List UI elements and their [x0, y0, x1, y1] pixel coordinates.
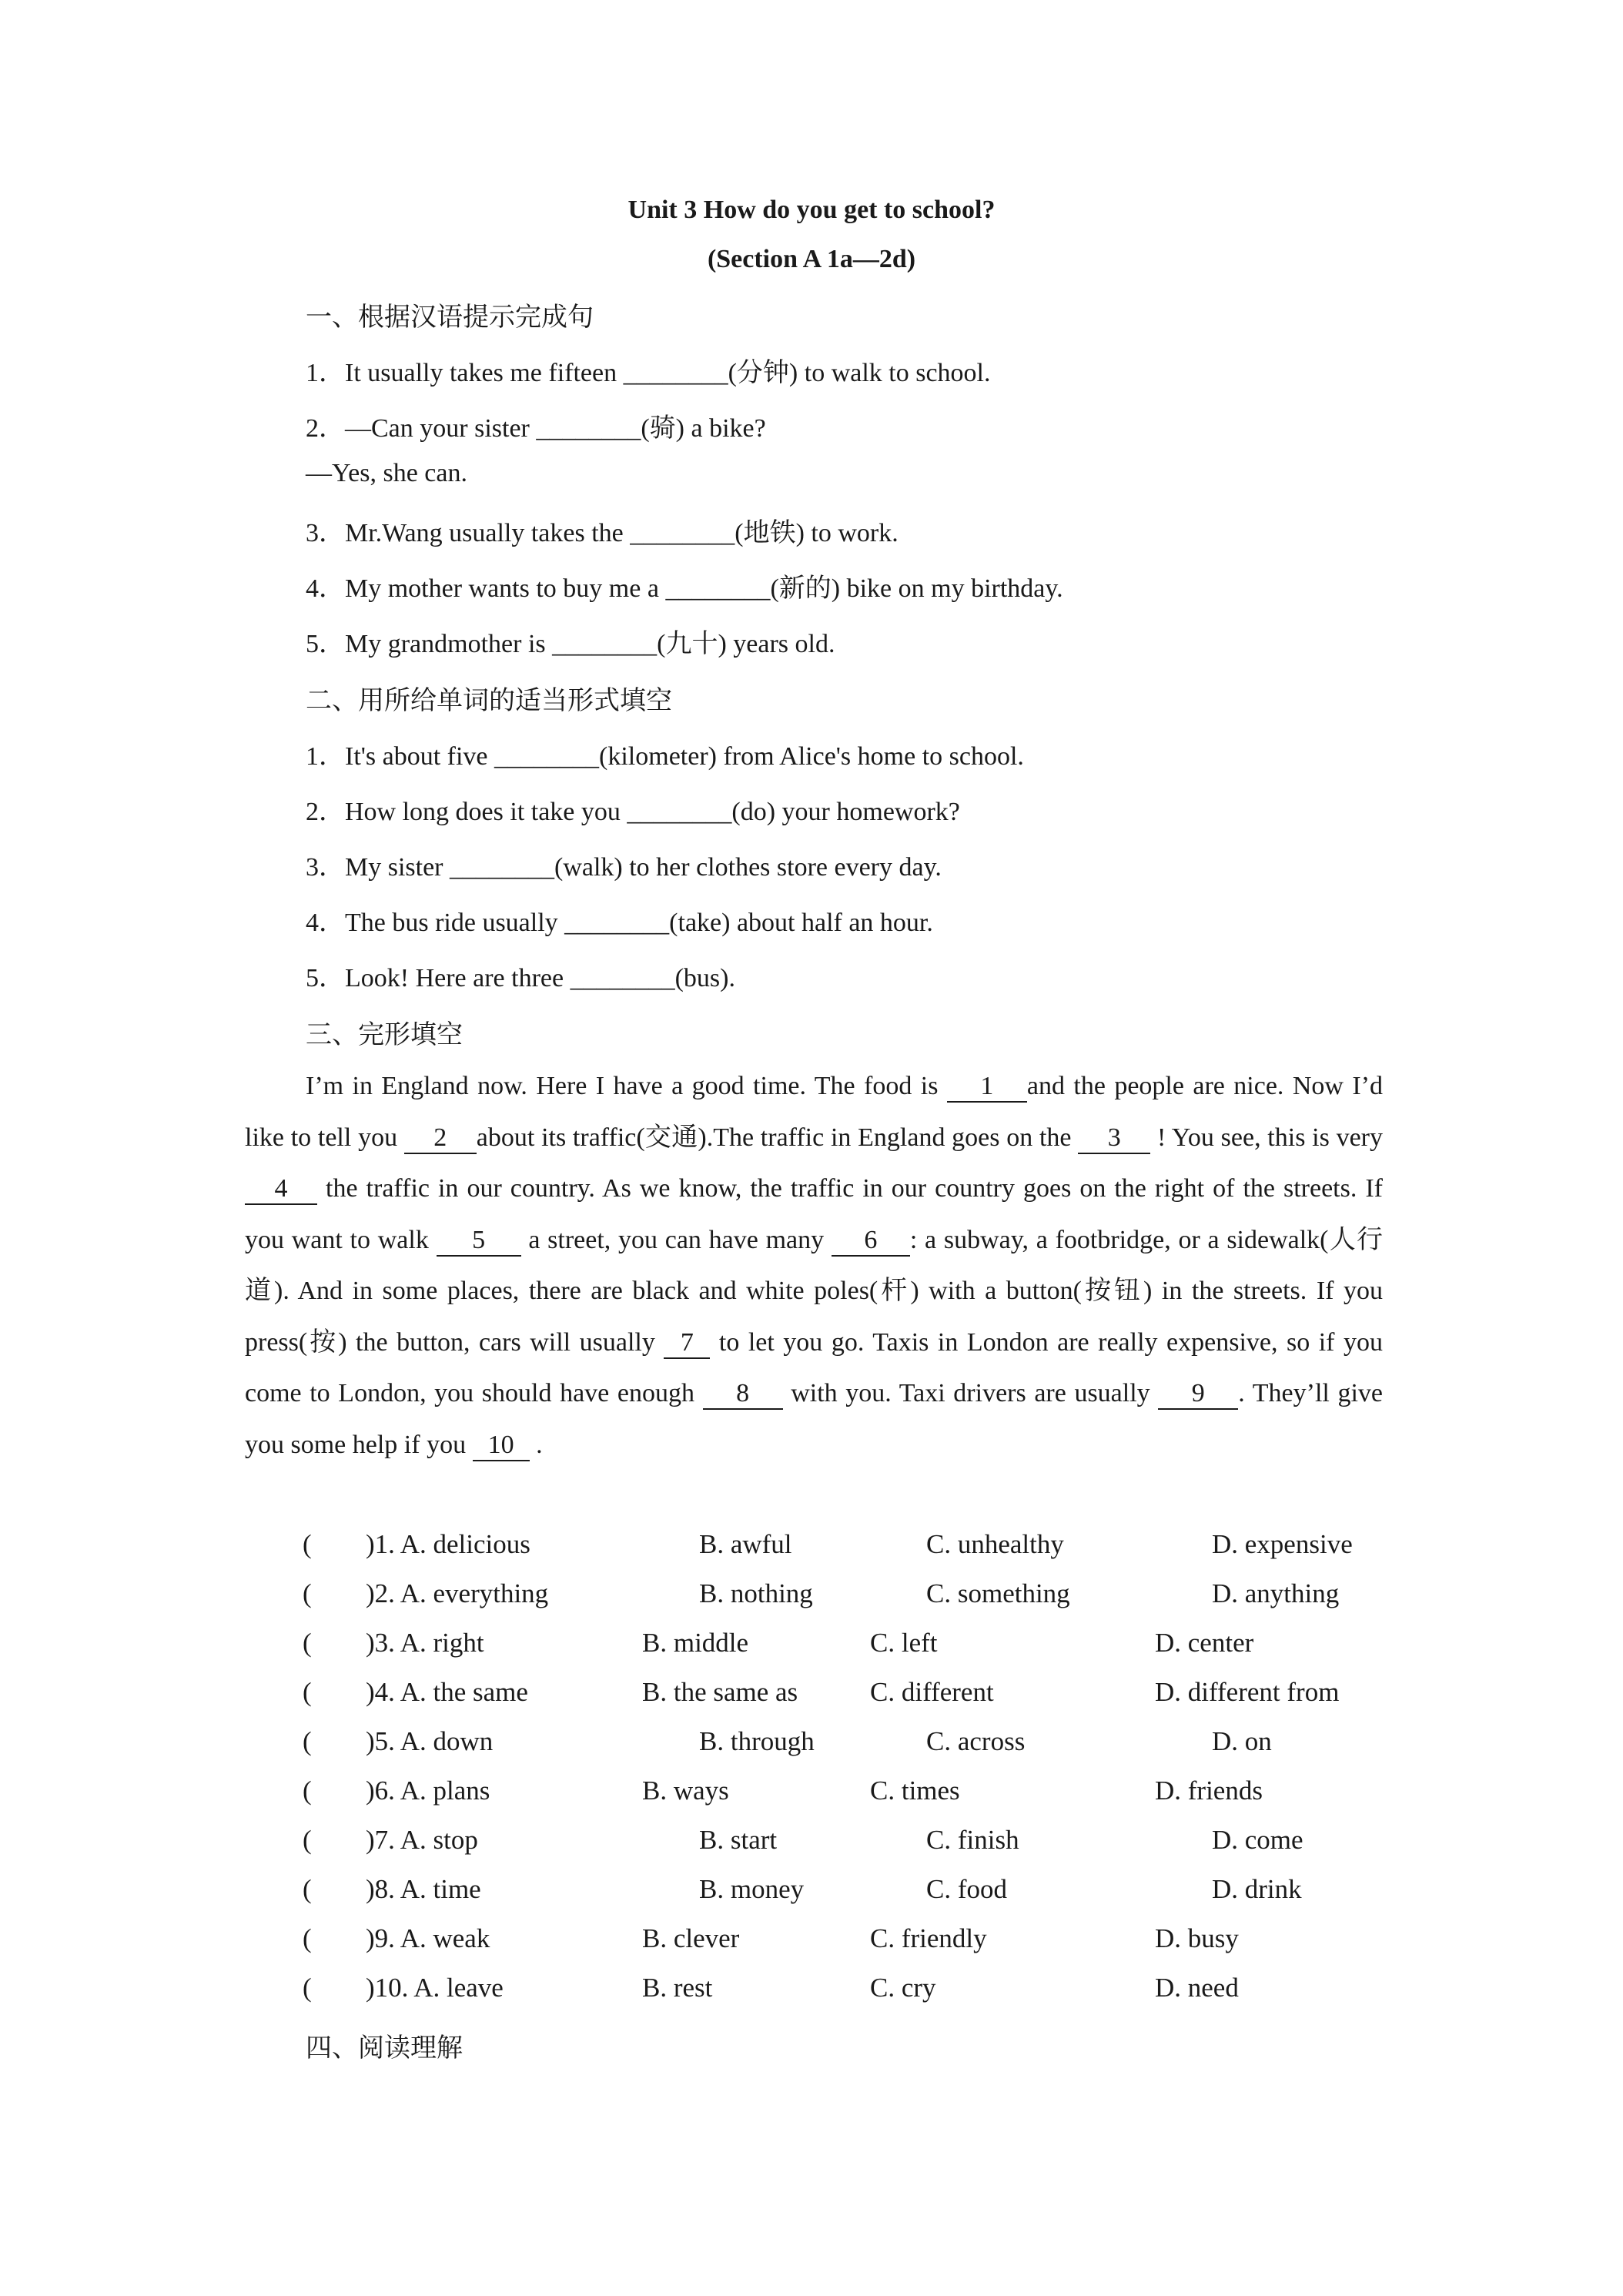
item-text: (kilometer) from Alice's home to school. [599, 742, 1024, 771]
option-c: C. friendly [870, 1923, 987, 1953]
option-c: C. cry [870, 1973, 936, 2003]
option-a: )10. A. leave [366, 1973, 504, 2003]
item-number: 5． [306, 630, 345, 658]
item-number: 4． [306, 574, 345, 603]
answer-blank: ________ [623, 359, 728, 387]
cloze-blank-6: 6 [832, 1227, 910, 1257]
passage-text: I’m in England now. Here I have a good time. The food is [306, 1072, 947, 1100]
answer-blank: ________ [564, 909, 670, 937]
item-text: It's about five [345, 742, 495, 771]
option-c: C. unhealthy [926, 1529, 1064, 1559]
item-number: 2． [306, 798, 345, 826]
answer-paren: ( [303, 1529, 312, 1559]
cloze-blank-10: 10 [473, 1432, 530, 1461]
item-text: (bus). [674, 964, 735, 992]
part1-heading: 一、根据汉语提示完成句 [306, 303, 594, 332]
passage-text: about its traffic(交通).The traffic in England goes on the [476, 1123, 1079, 1152]
item-text: It usually takes me fifteen [345, 359, 624, 387]
option-b: B. awful [699, 1529, 792, 1559]
part3-heading: 三、完形填空 [306, 1021, 463, 1049]
option-d: D. busy [1155, 1923, 1239, 1953]
answer-paren: ( [303, 1874, 312, 1904]
cloze-blank-4: 4 [245, 1176, 317, 1205]
item-text: —Yes, she can. [306, 459, 467, 487]
option-a: )2. A. everything [366, 1578, 549, 1608]
option-b: B. the same as [642, 1677, 798, 1707]
passage-text: with you. Taxi drivers are usually [782, 1379, 1159, 1407]
option-b: B. middle [642, 1628, 749, 1658]
passage-text: and the people are nice. Now I’d like to tell you [245, 1072, 1384, 1152]
option-a: )6. A. plans [366, 1776, 490, 1806]
option-a: )9. A. weak [366, 1923, 490, 1953]
cloze-blank-1: 1 [947, 1073, 1027, 1103]
answer-paren: ( [303, 1726, 312, 1756]
passage-text: a street, you can have many [520, 1225, 832, 1254]
exercise-item [306, 351, 991, 389]
answer-blank: ________ [536, 414, 641, 443]
answer-blank: ________ [570, 964, 675, 992]
item-number: 4． [306, 909, 345, 937]
option-a: )3. A. right [366, 1628, 484, 1658]
option-b: B. nothing [699, 1578, 813, 1608]
answer-paren: ( [303, 1578, 312, 1608]
cloze-blank-2: 2 [404, 1125, 477, 1154]
option-d: D. need [1155, 1973, 1239, 2003]
cloze-blank-8: 8 [703, 1381, 783, 1410]
option-a: )1. A. delicious [366, 1529, 530, 1559]
item-text: (新的) bike on my birthday. [770, 574, 1063, 603]
cloze-blank-7: 7 [664, 1330, 710, 1359]
item-number: 5． [306, 964, 345, 992]
item-text: My sister [345, 853, 450, 882]
item-text: How long does it take you [345, 798, 627, 826]
option-d: D. anything [1212, 1578, 1340, 1608]
answer-paren: ( [303, 1923, 312, 1953]
answer-blank: ________ [627, 798, 732, 826]
cloze-passage [245, 1061, 1383, 1471]
option-a: )7. A. stop [366, 1825, 478, 1855]
exercise-item [306, 901, 933, 939]
option-b: B. rest [642, 1973, 713, 2003]
option-d: D. different from [1155, 1677, 1340, 1707]
option-c: C. finish [926, 1825, 1019, 1855]
item-text: (walk) to her clothes store every day. [554, 853, 942, 882]
page-subtitle: (Section A 1a—2d) [707, 245, 916, 273]
option-b: B. start [699, 1825, 778, 1855]
option-b: B. through [699, 1726, 815, 1756]
option-b: B. money [699, 1874, 805, 1904]
option-c: C. times [870, 1776, 960, 1806]
item-text: (take) about half an hour. [669, 909, 933, 937]
option-d: D. expensive [1212, 1529, 1353, 1559]
item-text: (九十) years old. [657, 630, 835, 658]
exercise-item [306, 845, 942, 883]
option-b: B. clever [642, 1923, 740, 1953]
passage-text: . [529, 1430, 543, 1459]
answer-paren: ( [303, 1776, 312, 1806]
option-d: D. come [1212, 1825, 1303, 1855]
answer-paren: ( [303, 1677, 312, 1707]
option-a: )8. A. time [366, 1874, 481, 1904]
item-text: (骑) a bike? [641, 414, 766, 443]
item-text: (do) your homework? [731, 798, 960, 826]
exercise-item [306, 459, 467, 488]
item-number: 1． [306, 359, 345, 387]
part4-heading: 四、阅读理解 [306, 2034, 463, 2063]
exercise-item [306, 956, 735, 994]
option-c: C. different [870, 1677, 994, 1707]
option-d: D. drink [1212, 1874, 1302, 1904]
option-b: B. ways [642, 1776, 729, 1806]
cloze-blank-5: 5 [437, 1227, 521, 1257]
answer-blank: ________ [630, 519, 735, 547]
answer-paren: ( [303, 1825, 312, 1855]
exercise-item [306, 511, 899, 549]
cloze-blank-9: 9 [1158, 1381, 1238, 1410]
item-text: The bus ride usually [345, 909, 565, 937]
answer-paren: ( [303, 1973, 312, 2003]
passage-text: . They’ll give you some help if you [245, 1379, 1384, 1459]
answer-blank: ________ [450, 853, 554, 882]
exercise-item [306, 407, 766, 444]
item-number: 1． [306, 742, 345, 771]
item-text: (地铁) to work. [735, 519, 899, 547]
item-text: My mother wants to buy me a [345, 574, 666, 603]
item-text: —Can your sister [345, 414, 537, 443]
passage-text: : a subway, a footbridge, or a sidewalk(人行道). And in some places, there are black and white poles(杆) with a button(按钮) in the streets. If you press(按) the button, cars will usually [245, 1225, 1383, 1357]
answer-paren: ( [303, 1628, 312, 1658]
item-text: (分钟) to walk to school. [728, 359, 991, 387]
page-title: Unit 3 How do you get to school? [627, 196, 996, 224]
exercise-item [306, 622, 835, 660]
passage-text: to let you go. Taxis in London are really expensive, so if you come to London, you should have enough [245, 1327, 1384, 1407]
answer-blank: ________ [494, 742, 600, 771]
option-d: D. on [1212, 1726, 1272, 1756]
option-c: C. food [926, 1874, 1007, 1904]
option-c: C. something [926, 1578, 1070, 1608]
answer-blank: ________ [665, 574, 771, 603]
exercise-item [306, 567, 1063, 604]
cloze-blank-3: 3 [1078, 1125, 1150, 1154]
item-text: Look! Here are three [345, 964, 571, 992]
option-a: )5. A. down [366, 1726, 494, 1756]
option-d: D. friends [1155, 1776, 1263, 1806]
item-number: 3． [306, 853, 345, 882]
part2-heading: 二、用所给单词的适当形式填空 [306, 687, 672, 715]
exercise-item [306, 735, 1024, 772]
option-c: C. across [926, 1726, 1026, 1756]
option-d: D. center [1155, 1628, 1254, 1658]
passage-text: the traffic in our country. As we know, the traffic in our country goes on the right of the streets. If you want to walk [245, 1174, 1383, 1254]
exercise-item [306, 790, 960, 828]
item-text: My grandmother is [345, 630, 553, 658]
item-number: 2． [306, 414, 345, 443]
answer-blank: ________ [552, 630, 658, 658]
option-c: C. left [870, 1628, 938, 1658]
item-number: 3． [306, 519, 345, 547]
option-a: )4. A. the same [366, 1677, 528, 1707]
passage-text: ! You see, this is very [1150, 1123, 1383, 1152]
item-text: Mr.Wang usually takes the [345, 519, 631, 547]
